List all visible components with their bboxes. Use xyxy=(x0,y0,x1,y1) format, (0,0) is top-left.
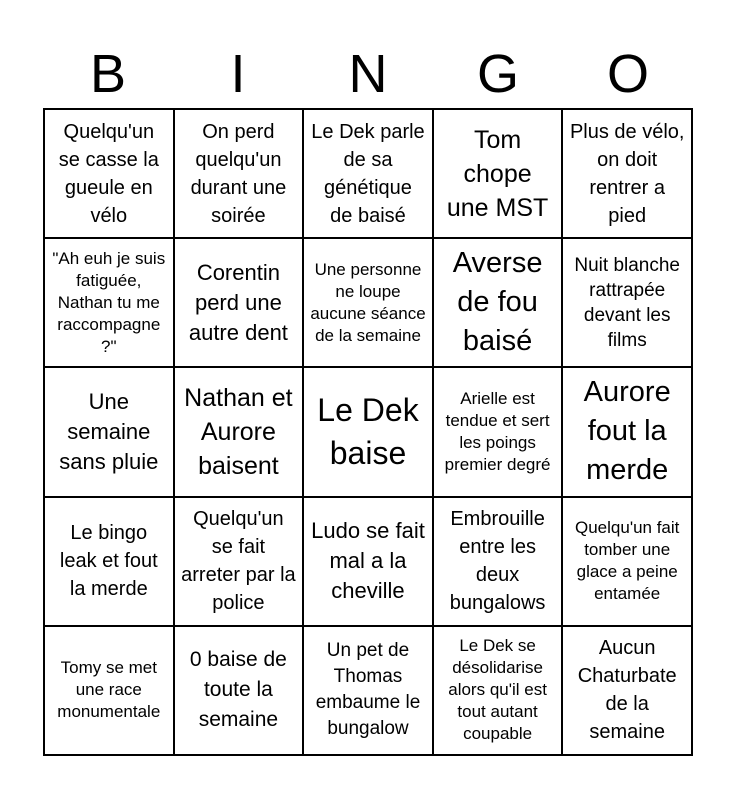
cell-text: Aucun Chaturbate de la semaine xyxy=(577,637,677,744)
cell-text: "Ah euh je suis fatiguée, Nathan tu me raccompagne ?" xyxy=(52,248,166,356)
bingo-cell[interactable] xyxy=(303,367,433,496)
bingo-cell[interactable] xyxy=(562,238,692,367)
bingo-cell[interactable] xyxy=(433,109,563,238)
bingo-cell[interactable] xyxy=(433,238,563,367)
bingo-cell[interactable] xyxy=(174,109,304,238)
bingo-cell[interactable] xyxy=(174,497,304,626)
cell-text: Aurore fout la merde xyxy=(583,376,671,487)
cell-text: Le Dek baise xyxy=(317,391,419,471)
bingo-header xyxy=(43,40,693,108)
bingo-cell[interactable] xyxy=(303,626,433,755)
cell-text: Averse de fou baisé xyxy=(452,247,543,358)
bingo-cell[interactable] xyxy=(44,626,174,755)
cell-text: Une personne ne loupe aucune séance de la semaine xyxy=(310,259,426,345)
cell-text: Tomy se met une race monumentale xyxy=(57,658,161,722)
bingo-cell[interactable] xyxy=(174,238,304,367)
bingo-cell[interactable] xyxy=(303,238,433,367)
bingo-cell[interactable] xyxy=(174,626,304,755)
cell-text: Une semaine sans pluie xyxy=(59,388,159,474)
cell-text: Nathan et Aurore baisent xyxy=(184,383,293,480)
cell-text: Le Dek parle de sa génétique de baisé xyxy=(311,120,425,227)
cell-text: Corentin perd une autre dent xyxy=(188,259,288,345)
cell-text: Nuit blanche rattrapée devant les films xyxy=(574,254,680,351)
cell-text: Le Dek se désolidarise alors qu'il est tout autant coupable xyxy=(448,636,547,744)
bingo-cell[interactable] xyxy=(562,626,692,755)
cell-text: On perd quelqu'un durant une soirée xyxy=(190,120,287,227)
header-letter-g: G xyxy=(476,44,519,104)
cell-text: Ludo se fait mal a la cheville xyxy=(311,518,425,604)
bingo-cell[interactable] xyxy=(433,367,563,496)
cell-text: Quelqu'un se fait arreter par la police xyxy=(181,508,296,615)
bingo-cell[interactable] xyxy=(174,367,304,496)
bingo-cell[interactable] xyxy=(44,367,174,496)
bingo-cell[interactable] xyxy=(562,367,692,496)
bingo-cell[interactable] xyxy=(433,626,563,755)
bingo-cell[interactable] xyxy=(562,109,692,238)
cell-text: Quelqu'un fait tomber une glace a peine entamée xyxy=(575,518,680,604)
cell-text: Arielle est tendue et sert les poings premier degré xyxy=(444,388,551,474)
bingo-cell[interactable] xyxy=(44,497,174,626)
bingo-cell[interactable] xyxy=(44,109,174,238)
bingo-cell[interactable] xyxy=(44,238,174,367)
header-letter-o: O xyxy=(606,44,649,104)
cell-text: 0 baise de toute la semaine xyxy=(189,648,287,732)
cell-text: Plus de vélo, on doit rentrer a pied xyxy=(569,120,685,227)
cell-text: Quelqu'un se casse la gueule en vélo xyxy=(58,120,159,227)
header-letter-n: N xyxy=(348,44,388,104)
bingo-cell[interactable] xyxy=(303,109,433,238)
bingo-cell[interactable] xyxy=(433,497,563,626)
cell-text: Embrouille entre les deux bungalows xyxy=(449,508,546,615)
bingo-cell[interactable] xyxy=(303,497,433,626)
cell-text: Un pet de Thomas embaume le bungalow xyxy=(315,640,421,740)
cell-text: Le bingo leak et fout la merde xyxy=(59,522,158,601)
cell-text: Tom chope une MST xyxy=(446,125,549,222)
header-letter-i: I xyxy=(230,44,246,104)
header-letter-b: B xyxy=(89,44,127,104)
bingo-grid xyxy=(43,108,693,756)
bingo-cell[interactable] xyxy=(562,497,692,626)
